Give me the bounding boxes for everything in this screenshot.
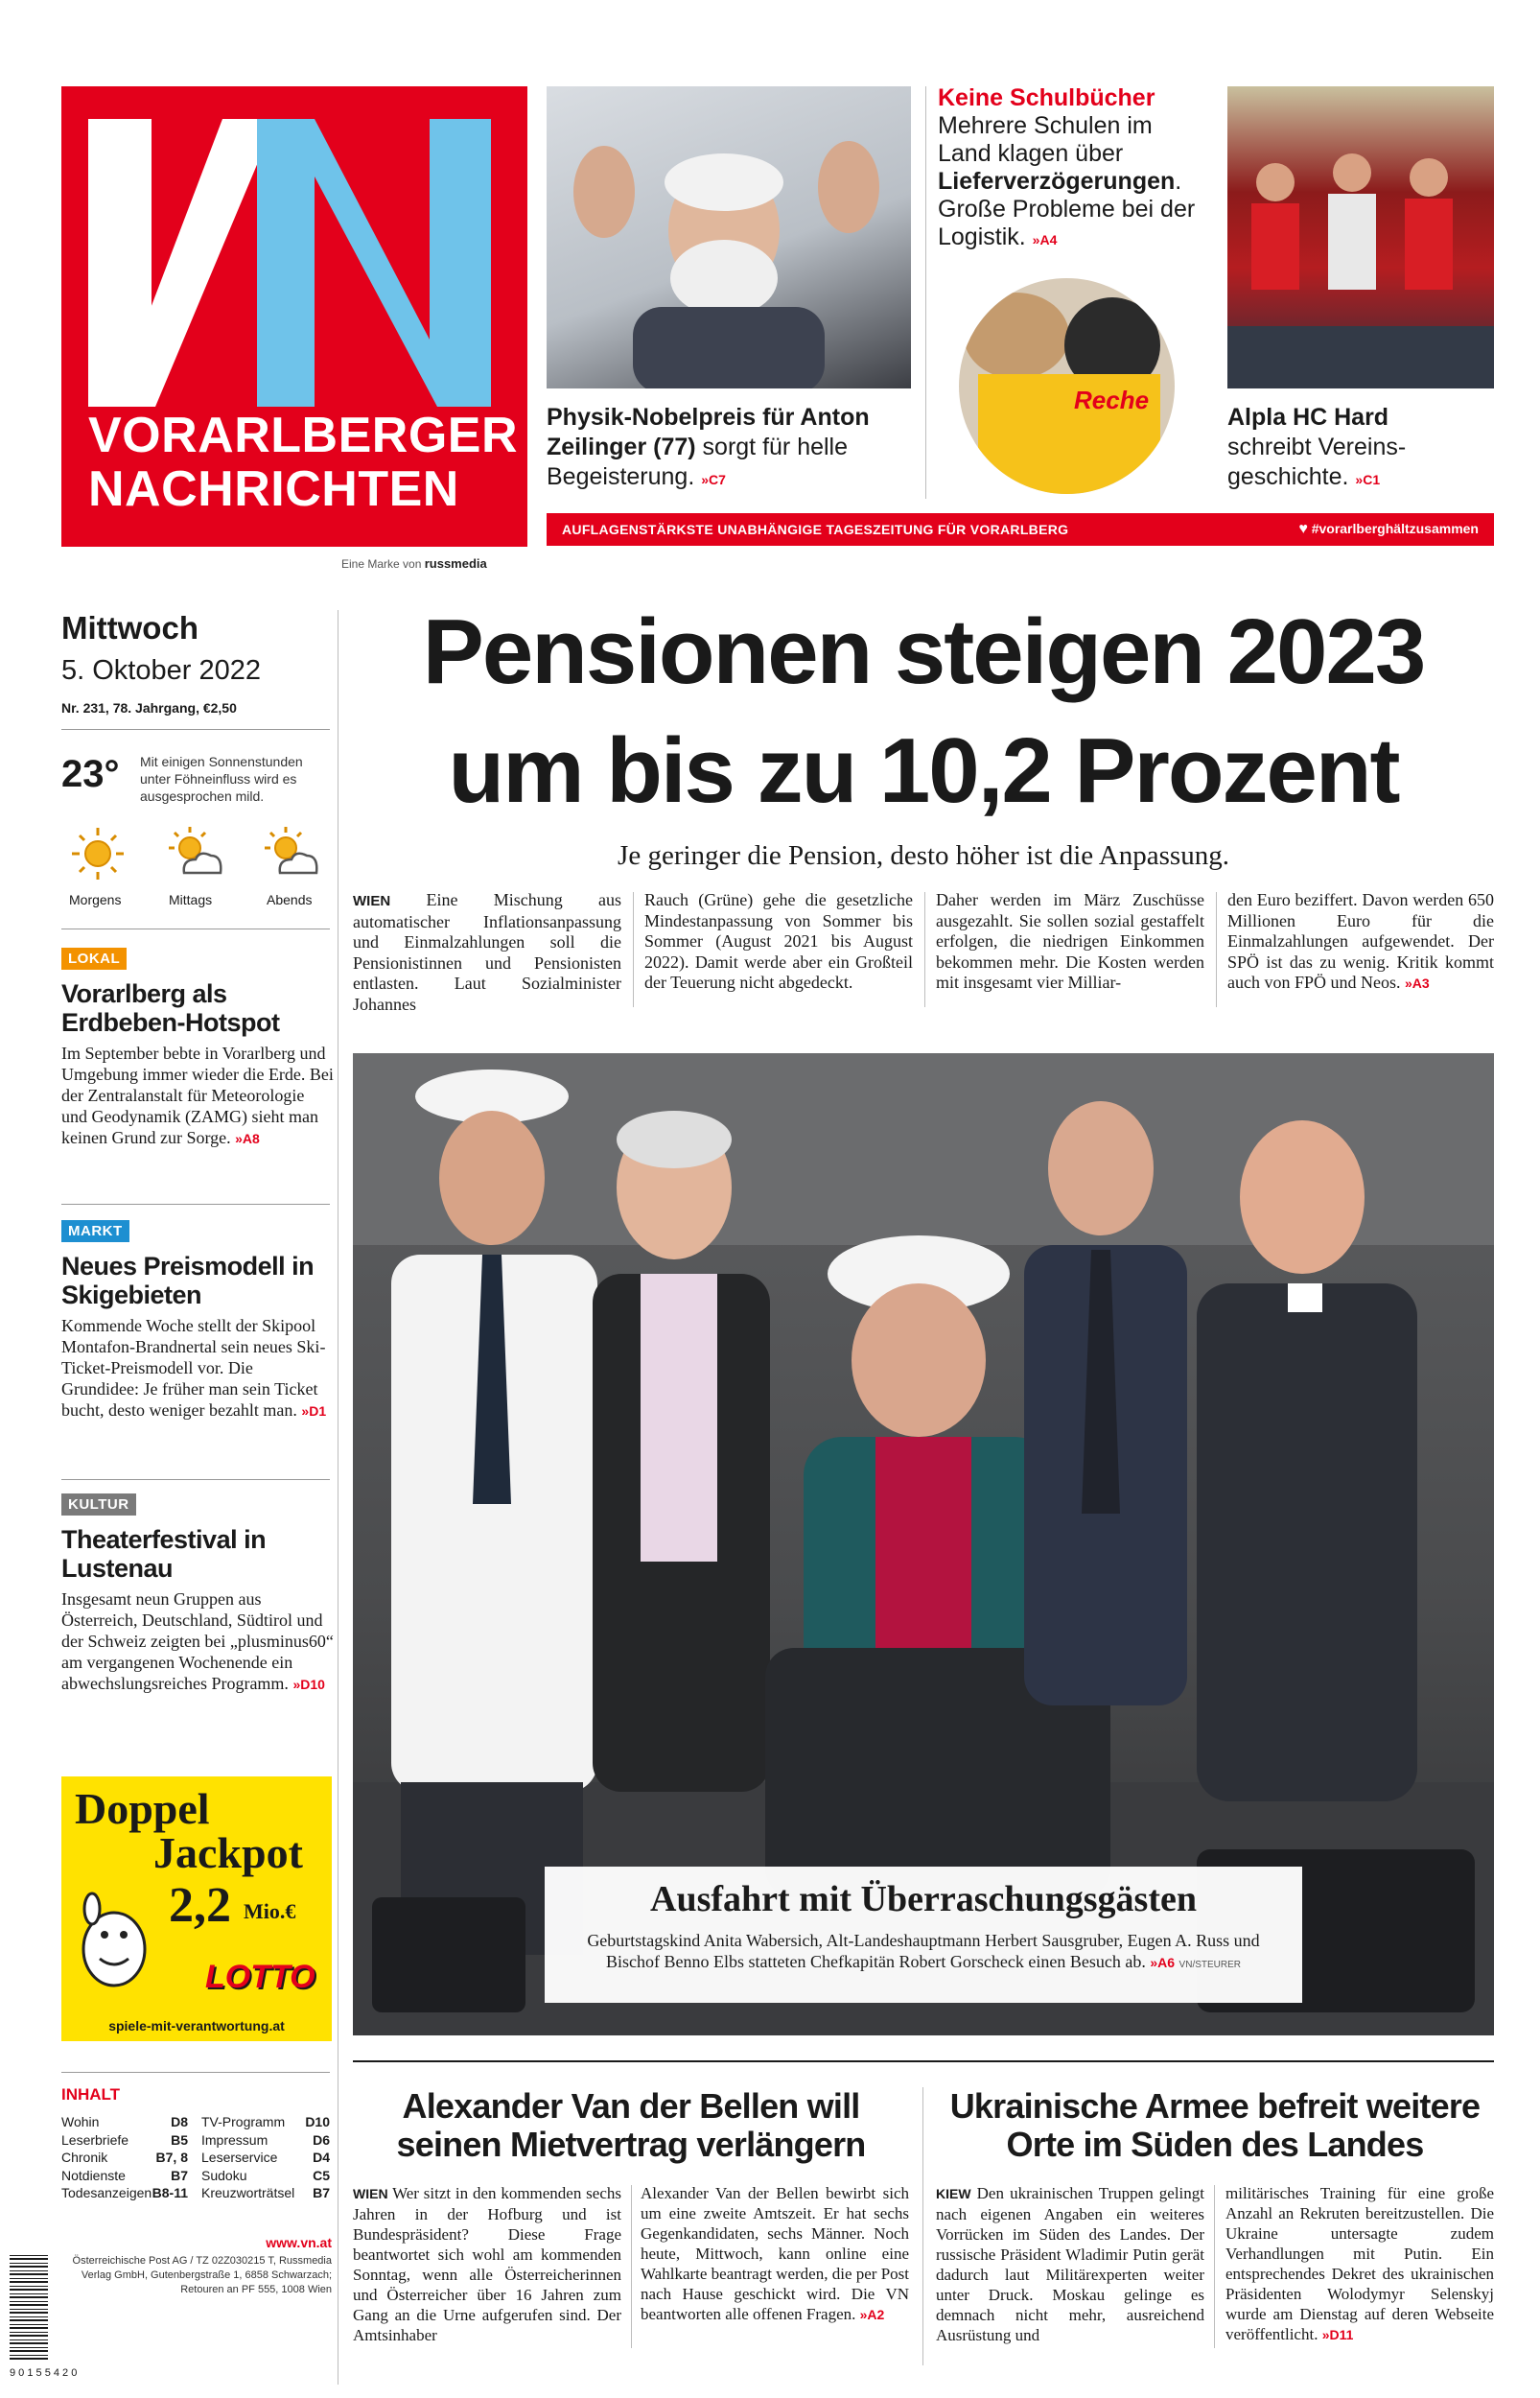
lotto-amount: 2,2 <box>169 1878 231 1933</box>
lead-col-4: den Euro beziffert. Davon werden 650 Millionen Euro für die Einmalzahlungen aufgewendet. Der SPÖ ist das zu wenig. Kritik kommt auch von FPÖ und Neos. »A3 <box>1227 890 1494 992</box>
handball-teaser[interactable]: Alpla HC Hard schreibt Vereins-geschichte. »C1 <box>1227 404 1407 490</box>
weather-icons <box>61 825 339 911</box>
lotto-unit: Mio.€ <box>244 1899 296 1923</box>
lead-headline-line2: um bis zu 10,2 Prozent <box>448 719 1399 822</box>
masthead-name-line2: NACHRICHTEN <box>88 461 459 517</box>
inhalt-row[interactable]: Todesanzeigen B8-11 <box>61 2185 188 2200</box>
section-tag-lokal: LOKAL <box>61 948 127 970</box>
ship-bridge-photo[interactable] <box>353 1053 1494 2035</box>
players-celebrating-icon <box>1227 86 1494 388</box>
date: 5. Oktober 2022 <box>61 655 261 686</box>
weather-label-evening: Abends <box>267 892 313 907</box>
inhalt-left <box>61 2113 188 2202</box>
tagline: AUFLAGENSTÄRKSTE UNABHÄNGIGE TAGESZEITUNG FÜR VORARLBERG <box>562 522 1069 537</box>
sidebar-headline: Neues Preismodell in Skigebieten <box>61 1252 315 1309</box>
person-illustration-icon <box>547 86 911 388</box>
story-right-col-1: KIEW Den ukrainischen Truppen gelingt nach eigenen Angaben ein weiteres Vorrücken im Süden des Landes. Der russische Präsident Wladimir Putin gerät dadurch laut Militärexperten weiter unter Druck. Moskau gelinge es demnach nicht mehr, ausreichend Ausrüstung und <box>936 2184 1204 2344</box>
inhalt-row[interactable]: Kreuzworträtsel B7 <box>201 2185 330 2200</box>
lead-headline-line1: Pensionen steigen 2023 <box>422 600 1425 703</box>
inhalt-row[interactable]: Sudoku C5 <box>201 2167 330 2183</box>
story-left-col-1: WIEN Wer sitzt in den kommenden sechs Jahren in der Hofburg und ist Bundespräsident? Diese Frage beantwortet sich wohl am kommenden Sonntag, wenn alle Österreicherinnen und Österreicher über 16 Jahren zum Gang an die Urne aufgerufen sind. Der Amtsinhaber <box>353 2184 621 2344</box>
weather-temperature: 23° <box>61 753 120 795</box>
inhalt-row[interactable]: Leserservice D4 <box>201 2150 330 2165</box>
lotto-line1: Doppel <box>75 1784 210 1833</box>
inhalt-row[interactable]: Notdienste B7 <box>61 2167 188 2183</box>
photo-caption-title: Ausfahrt mit Überraschungsgästen <box>650 1879 1197 1919</box>
school-teaser[interactable]: Keine Schulbücher Mehrere Schulen im Land klagen über Lieferverzögerungen. Große Probleme bei der Logistik. »A4 <box>938 84 1206 254</box>
weekday: Mittwoch <box>61 610 198 646</box>
story-left-headline[interactable]: Alexander Van der Bellen will seinen Mietvertrag verlängern <box>396 2086 866 2164</box>
sidebar-item-markt[interactable] <box>61 1220 334 1422</box>
sun-icon <box>69 825 127 887</box>
inhalt-row[interactable]: TV-Programm D10 <box>201 2114 330 2129</box>
book-label: Reche <box>1074 386 1150 414</box>
section-tag-kultur: KULTUR <box>61 1493 136 1516</box>
barcode <box>10 2254 48 2360</box>
story-left-col-2: Alexander Van der Bellen bewirbt sich um eine zweite Amtszeit. Er hat sechs Gegenkandidaten, sechs Männer. Noch heute, Mittwoch, kann online eine Wahlkarte beantragt werden, die per Post nach Hause geschickt wird. Die VN beantworten alle offenen Fragen. »A2 <box>641 2184 909 2323</box>
school-photo[interactable] <box>959 278 1175 494</box>
lotto-footer: spiele-mit-verantwortung.at <box>108 2018 285 2034</box>
section-tag-markt: MARKT <box>61 1220 129 1242</box>
inhalt-row[interactable]: Leserbriefe B5 <box>61 2131 188 2148</box>
vn-logo-icon <box>88 119 506 407</box>
sidebar-text: Kommende Woche stellt der Skipool Montafon-Brandnertal sein neues Ski-Ticket-Preismodell vor. Die Grundidee: Je früher man sein Ticket bucht, desto weniger bezahlt man. »D1 <box>61 1316 327 1420</box>
masthead-name-line1: VORARLBERGER <box>88 408 519 463</box>
sidebar-item-lokal[interactable] <box>61 948 334 1149</box>
imprint-text: Österreichische Post AG / TZ 02Z030215 T, Russmedia Verlag GmbH, Gutenbergstraße 1, 6858 Schwarzach; Retouren an PF 555, 1008 Wien <box>72 2255 332 2295</box>
sidebar-headline: Vorarlberg als Erdbeben-Hotspot <box>61 979 280 1037</box>
handball-photo[interactable] <box>1227 86 1494 388</box>
sidebar-item-kultur[interactable] <box>61 1493 334 1695</box>
imprint-url[interactable]: www.vn.at <box>266 2235 332 2250</box>
photo-caption-box <box>545 1867 1302 2003</box>
photo-caption-text: Geburtstagskind Anita Wabersich, Alt-Landeshauptmann Herbert Sausgruber, Eugen A. Russ und Bischof Benno Elbs statteten Chefkapitän Robert Gorscheck einen Besuch ab. »A6 VN/STEURER <box>587 1931 1260 1971</box>
heart-icon: ♥ <box>1298 521 1308 537</box>
inhalt-right <box>201 2113 330 2202</box>
sidebar-text: Insgesamt neun Gruppen aus Österreich, Deutschland, Südtirol und der Schweiz zeigten bei „plusminus60“ am vergangenen Wochenende ein abwechslungsreiches Programm. »D10 <box>61 1589 334 1693</box>
inhalt-title: INHALT <box>61 2085 121 2104</box>
weather-label-noon: Mittags <box>169 892 213 907</box>
lead-col-3: Daher werden im März Zuschüsse ausgezahlt. Sie sollen sozial gestaffelt erfolgen, die niedrigen Einkommen bekommen mehr. Die Kosten werden mit insgesamt vier Milliar- <box>936 890 1204 992</box>
lotto-mascot-icon <box>71 1892 157 1997</box>
inhalt-row[interactable]: Chronik B7, 8 <box>61 2150 188 2165</box>
barcode-digits: 9 0 1 5 5 4 2 0 <box>10 2367 78 2379</box>
russmedia-logo: russmedia <box>424 556 487 571</box>
masthead-logo[interactable] <box>61 86 527 547</box>
lotto-ad[interactable] <box>61 1776 332 2041</box>
issue-info: Nr. 231, 78. Jahrgang, €2,50 <box>61 700 237 716</box>
nobel-photo[interactable] <box>547 86 911 388</box>
weather-summary: Mit einigen Sonnenstunden unter Föhneinfluss wird es ausgesprochen mild. <box>140 754 303 804</box>
lotto-line2: Jackpot <box>153 1828 303 1877</box>
inhalt-row[interactable]: Impressum D6 <box>201 2131 330 2148</box>
lead-col-1: WIEN Eine Mischung aus automatischer Inflationsanpassung und Einmalzahlungen soll die Pensionistinnen und Pensionisten entlasten. Laut Sozialminister Johannes <box>353 890 621 1014</box>
tagline-bar <box>547 513 1494 546</box>
lead-col-2: Rauch (Grüne) gehe die gesetzliche Mindestanpassung von Sommer bis Sommer (August 2021 bis August 2022). Damit werde aber ein Großteil der Teuerung nicht abgedeckt. <box>644 890 913 992</box>
brand-note: Eine Marke von russmedia <box>341 556 487 571</box>
sun-cloud-icon <box>165 825 226 887</box>
inhalt-row[interactable]: Wohin D8 <box>61 2114 188 2129</box>
story-right-col-2: militärisches Training für eine große Anzahl an Rekruten bereitzustellen. Die Ukraine untersagte zudem Verhandlungen mit Putin. Ein entsprechendes Dekret des ukrainischen Präsidenten Wolodymyr Selenskyj wurde am Dienstag auf deren Webseite veröffentlicht. »D11 <box>1225 2184 1494 2343</box>
sidebar-headline: Theaterfestival in Lustenau <box>61 1525 267 1583</box>
nobel-teaser[interactable]: Physik-Nobelpreis für Anton Zeilinger (77) sorgt für helle Begeisterung. »C7 <box>547 404 870 490</box>
lotto-brand: LOTTO <box>205 1959 315 1995</box>
school-kicker: Keine Schulbücher <box>938 84 1155 111</box>
hashtag[interactable]: ♥ #vorarlberghältzusammen <box>1298 521 1479 537</box>
story-right-headline[interactable]: Ukrainische Armee befreit weitere Orte im Süden des Landes <box>949 2086 1481 2164</box>
weather-label-morning: Morgens <box>69 892 122 907</box>
sidebar-text: Im September bebte in Vorarlberg und Umgebung immer wieder die Erde. Bei der Zentralanstalt für Meteorologie und Geodynamik (ZAMG) sieht man keinen Grund zur Sorge. »A8 <box>61 1044 334 1147</box>
sun-cloud-icon <box>261 825 322 887</box>
lead-subhead: Je geringer die Pension, desto höher ist die Anpassung. <box>618 840 1229 871</box>
